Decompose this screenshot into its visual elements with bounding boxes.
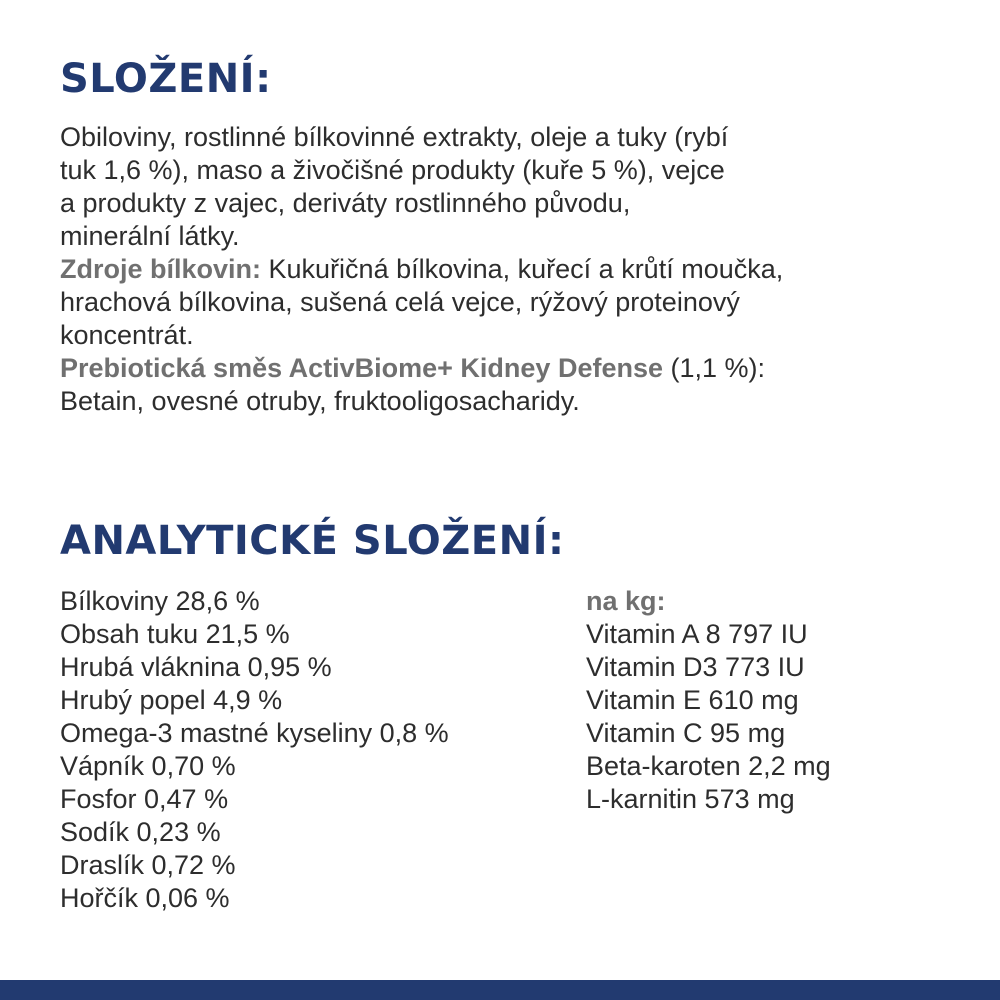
protein-sources-line: hrachová bílkovina, sušená celá vejce, rýžový proteinový xyxy=(60,287,740,317)
protein-sources-line xyxy=(60,253,980,286)
vitamin-item: Vitamin C 95 mg xyxy=(586,718,786,748)
analytical-item: Bílkoviny 28,6 % xyxy=(60,586,260,616)
prebiotic-suffix: (1,1 %): xyxy=(663,353,766,383)
analytical-item: Fosfor 0,47 % xyxy=(60,784,229,814)
vitamin-item: Vitamin E 610 mg xyxy=(586,685,799,715)
per-kg-heading: na kg: xyxy=(586,586,666,616)
composition-line: minerální látky. xyxy=(60,221,240,251)
protein-sources-text: Kukuřičná bílkovina, kuřecí a krůtí moučka, xyxy=(261,254,784,284)
prebiotic-line xyxy=(60,352,980,385)
composition-text xyxy=(60,121,980,418)
analytical-item: Vápník 0,70 % xyxy=(60,751,236,781)
prebiotic-label: Prebiotická směs ActivBiome+ Kidney Defense xyxy=(60,353,663,383)
analytical-item: Hrubá vláknina 0,95 % xyxy=(60,652,332,682)
vitamin-item: Vitamin D3 773 IU xyxy=(586,652,805,682)
analytical-item: Omega-3 mastné kyseliny 0,8 % xyxy=(60,718,449,748)
composition-line: Obiloviny, rostlinné bílkovinné extrakty, oleje a tuky (rybí xyxy=(60,122,729,152)
vitamin-item: L-karnitin 573 mg xyxy=(586,784,795,814)
vitamin-item: Beta-karoten 2,2 mg xyxy=(586,751,831,781)
composition-line: tuk 1,6 %), maso a živočišné produkty (kuře 5 %), vejce xyxy=(60,155,725,185)
composition-line: a produkty z vajec, deriváty rostlinného původu, xyxy=(60,188,631,218)
analytical-item: Hrubý popel 4,9 % xyxy=(60,685,283,715)
vitamin-item: Vitamin A 8 797 IU xyxy=(586,619,808,649)
analytical-item: Hořčík 0,06 % xyxy=(60,883,230,913)
prebiotic-ingredients: Betain, ovesné otruby, fruktooligosacharidy. xyxy=(60,386,580,416)
analytical-list xyxy=(60,585,449,915)
analytical-item: Sodík 0,23 % xyxy=(60,817,221,847)
analytical-item: Obsah tuku 21,5 % xyxy=(60,619,290,649)
bottom-bar xyxy=(0,980,1000,1000)
composition-heading: SLOŽENÍ: xyxy=(60,56,272,102)
vitamins-list xyxy=(586,585,831,816)
protein-sources-label: Zdroje bílkovin: xyxy=(60,254,262,284)
analytical-item: Draslík 0,72 % xyxy=(60,850,236,880)
analytical-heading: ANALYTICKÉ SLOŽENÍ: xyxy=(60,518,565,564)
protein-sources-line: koncentrát. xyxy=(60,320,194,350)
